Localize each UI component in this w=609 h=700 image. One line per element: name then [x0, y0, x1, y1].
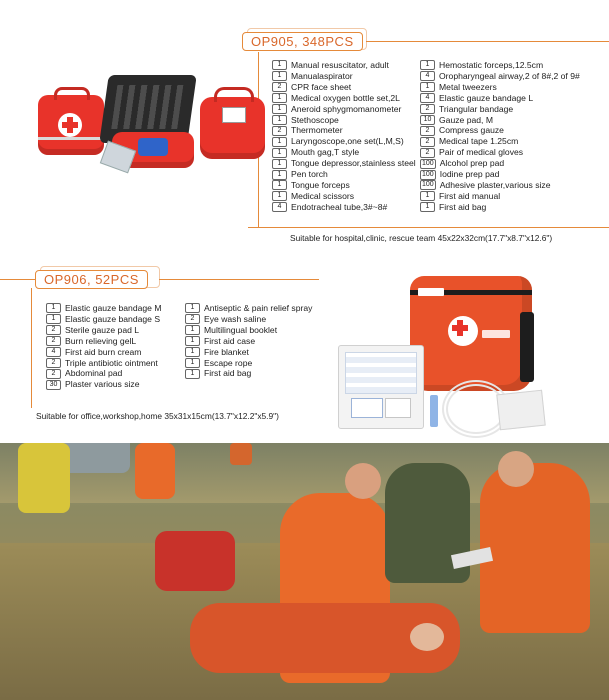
- red-shoulder-bag: [200, 97, 265, 159]
- red-backpack: [38, 95, 104, 155]
- white-first-aid-case: [338, 345, 424, 429]
- list-item: [420, 180, 580, 191]
- list-item: [420, 191, 580, 202]
- list-item: [272, 115, 416, 126]
- shoulder-strap: [520, 312, 534, 382]
- list-item: [272, 125, 416, 136]
- list-item: [420, 147, 580, 158]
- quantity-box: 2: [420, 104, 435, 114]
- distant-figure: [230, 443, 252, 465]
- orange-first-aid-bag: [410, 276, 532, 391]
- item-name: Sterile gauze pad L: [65, 324, 140, 335]
- item-name: Antiseptic & pain relief spray: [204, 303, 313, 313]
- rescuer-head: [498, 451, 534, 487]
- list-item: [46, 314, 162, 325]
- quantity-box: 2: [46, 358, 61, 368]
- item-name: First aid bag: [204, 368, 252, 379]
- item-name: Compress gauze: [439, 125, 504, 136]
- vehicle: [60, 443, 130, 473]
- quantity-box: 100: [422, 159, 434, 167]
- item-name: Iodine prep pad: [439, 169, 500, 180]
- quantity-box: 1: [272, 60, 287, 70]
- list-item: [420, 93, 580, 104]
- item-name: Manual resuscitator, adult: [291, 60, 389, 70]
- item-name: First aid bag: [439, 201, 487, 212]
- quantity-box: 1: [272, 104, 287, 114]
- item-name: Endotracheal tube,3#~8#: [291, 201, 388, 212]
- item-name: Stethoscope: [291, 114, 339, 125]
- list-item: [272, 104, 416, 115]
- first-aid-label: [482, 330, 510, 338]
- item-name: Burn relieving gelL: [65, 335, 137, 346]
- instrument-slots: [111, 85, 183, 129]
- brand-label: [418, 288, 444, 296]
- patient-head: [410, 623, 444, 651]
- list-item: [420, 125, 580, 136]
- quantity-box: 2: [46, 336, 61, 346]
- item-name: Plaster various size: [65, 379, 140, 390]
- quantity-box: 4: [420, 93, 435, 103]
- item-name: Thermometer: [291, 125, 343, 136]
- rescue-photo: [0, 443, 609, 700]
- item-name: Eye wash saline: [204, 313, 267, 324]
- list-item: [420, 158, 580, 169]
- quantity-box: 1: [272, 159, 287, 169]
- list-item: [272, 158, 416, 169]
- reflective-strip: [38, 137, 104, 140]
- quantity-box: 2: [272, 126, 287, 136]
- quantity-box: 1: [185, 303, 200, 313]
- list-item: [185, 325, 312, 336]
- orange-suit-legs: [135, 443, 175, 499]
- quantity-box: 4: [46, 347, 61, 357]
- item-name: Medical oxygen bottle set,2L: [291, 92, 400, 103]
- list-item: [46, 358, 162, 369]
- item-name: Mouth gag,T style: [291, 147, 360, 158]
- dressing-packs: [345, 352, 417, 394]
- fire-blanket: [496, 390, 546, 431]
- header-rule-right: [159, 279, 319, 280]
- quantity-box: 30: [46, 380, 61, 390]
- list-bottom-rule: [248, 227, 609, 228]
- header-rule: [366, 41, 609, 42]
- quantity-box: 1: [185, 369, 200, 379]
- quantity-box: 1: [272, 71, 287, 81]
- quantity-box: 2: [185, 314, 200, 324]
- quantity-box: 1: [272, 148, 287, 158]
- quantity-box: 2: [420, 137, 435, 147]
- list-item: [272, 180, 416, 191]
- item-name: Gauze pad, M: [439, 114, 493, 125]
- quantity-box: 1: [420, 191, 435, 201]
- quantity-box: 2: [46, 369, 61, 379]
- quantity-box: 1: [46, 303, 61, 313]
- item-name: Laryngoscope,one set(L,M,S): [291, 136, 404, 147]
- item-name: Triangular bandage: [439, 103, 514, 114]
- quantity-box: 1: [272, 137, 287, 147]
- item-name: Pair of medical gloves: [439, 147, 524, 158]
- quantity-box: 1: [272, 93, 287, 103]
- list-item: [272, 93, 416, 104]
- item-name: Oropharyngeal airway,2 of 8#,2 of 9#: [439, 70, 580, 81]
- item-name: Abdominal pad: [65, 368, 123, 379]
- list-item: [185, 368, 312, 379]
- quantity-box: 1: [272, 180, 287, 190]
- item-name: CPR face sheet: [291, 81, 352, 92]
- rescuer-orange-suit-right: [480, 463, 590, 633]
- list-item: [185, 314, 312, 325]
- list-item: [46, 368, 162, 379]
- quantity-box: 1: [185, 336, 200, 346]
- red-rescue-bag: [155, 531, 235, 591]
- quantity-box: 1: [185, 347, 200, 357]
- item-name: Fire blanket: [204, 346, 249, 357]
- item-name: Elastic gauze bandage S: [65, 313, 161, 324]
- bag-handle: [214, 87, 254, 102]
- item-name: Tongue depressor,stainless steel: [291, 158, 416, 169]
- rescuer-head: [345, 463, 381, 499]
- quantity-box: 1: [272, 191, 287, 201]
- list-item: [185, 358, 312, 369]
- quantity-box: 100: [422, 170, 434, 178]
- list-item: [420, 82, 580, 93]
- item-name: First aid burn cream: [65, 346, 142, 357]
- item-name: First aid manual: [439, 190, 501, 201]
- quantity-box: 1: [420, 82, 435, 92]
- op906-contents-right: [185, 303, 312, 379]
- op906-contents-left: [46, 303, 162, 390]
- item-name: Pen torch: [291, 169, 328, 180]
- item-name: Metal tweezers: [439, 81, 497, 92]
- item-name: Triple antibiotic ointment: [65, 357, 158, 368]
- first-aid-cross-icon: [448, 316, 478, 346]
- list-item: [272, 169, 416, 180]
- bag-handle: [54, 87, 90, 100]
- list-item: [46, 303, 162, 314]
- op905-suitable-note: Suitable for hospital,clinic, rescue team 45x22x32cm(17.7"x8.7"x12.6"): [290, 233, 553, 243]
- id-window: [222, 107, 246, 123]
- quantity-box: 1: [185, 358, 200, 368]
- item-name: Escape rope: [204, 357, 253, 368]
- op905-contents-left: [272, 60, 416, 213]
- item-name: Medical scissors: [291, 190, 355, 201]
- quantity-box: 2: [420, 148, 435, 158]
- list-item: [272, 82, 416, 93]
- booklet: [385, 398, 411, 418]
- quantity-box: 2: [420, 126, 435, 136]
- list-item: [420, 169, 580, 180]
- op905-title: OP905, 348PCS: [242, 32, 363, 51]
- list-item: [46, 347, 162, 358]
- quantity-box: 1: [420, 60, 435, 70]
- quantity-box: 2: [46, 325, 61, 335]
- list-item: [185, 347, 312, 358]
- list-item: [46, 379, 162, 390]
- op906-title: OP906, 52PCS: [35, 270, 148, 289]
- quantity-box: 4: [420, 71, 435, 81]
- item-name: Elastic gauze bandage M: [65, 303, 162, 313]
- item-name: Tongue forceps: [291, 179, 350, 190]
- quantity-box: 10: [420, 115, 435, 125]
- list-item: [272, 136, 416, 147]
- list-vertical-rule: [31, 288, 32, 408]
- list-item: [272, 71, 416, 82]
- eye-wash-bottle: [430, 395, 438, 427]
- list-item: [272, 191, 416, 202]
- list-item: [272, 202, 416, 213]
- list-item: [46, 325, 162, 336]
- first-aid-cross-icon: [58, 113, 82, 137]
- list-item: [185, 303, 312, 314]
- list-item: [420, 104, 580, 115]
- item-name: Alcohol prep pad: [439, 158, 505, 169]
- item-name: Manualaspirator: [291, 70, 353, 81]
- list-item: [420, 202, 580, 213]
- item-name: Multilingual booklet: [204, 324, 278, 335]
- quantity-box: 2: [272, 82, 287, 92]
- list-item: [420, 115, 580, 126]
- blue-oxygen-bag: [138, 138, 168, 156]
- quantity-box: 1: [420, 202, 435, 212]
- op905-contents-right: [420, 60, 580, 213]
- list-item: [46, 336, 162, 347]
- plaster-box: [351, 398, 383, 418]
- list-item: [420, 71, 580, 82]
- item-name: Aneroid sphygmomanometer: [291, 103, 402, 114]
- list-item: [420, 136, 580, 147]
- item-name: Elastic gauze bandage L: [439, 92, 534, 103]
- quantity-box: 1: [46, 314, 61, 324]
- item-name: Medical tape 1.25cm: [439, 136, 519, 147]
- item-name: Hemostatic forceps,12.5cm: [439, 60, 544, 70]
- op906-suitable-note: Suitable for office,workshop,home 35x31x15cm(13.7"x12.2"x5.9"): [36, 411, 279, 421]
- yellow-suit-legs: [18, 443, 70, 513]
- item-name: First aid case: [204, 335, 256, 346]
- list-item: [272, 147, 416, 158]
- quantity-box: 1: [272, 170, 287, 180]
- quantity-box: 100: [422, 181, 434, 189]
- quantity-box: 1: [272, 115, 287, 125]
- header-rule-left: [0, 279, 35, 280]
- item-name: Adhesive plaster,various size: [439, 179, 551, 190]
- list-item: [420, 60, 580, 71]
- quantity-box: 1: [185, 325, 200, 335]
- list-item: [185, 336, 312, 347]
- quantity-box: 4: [272, 202, 287, 212]
- list-item: [272, 60, 416, 71]
